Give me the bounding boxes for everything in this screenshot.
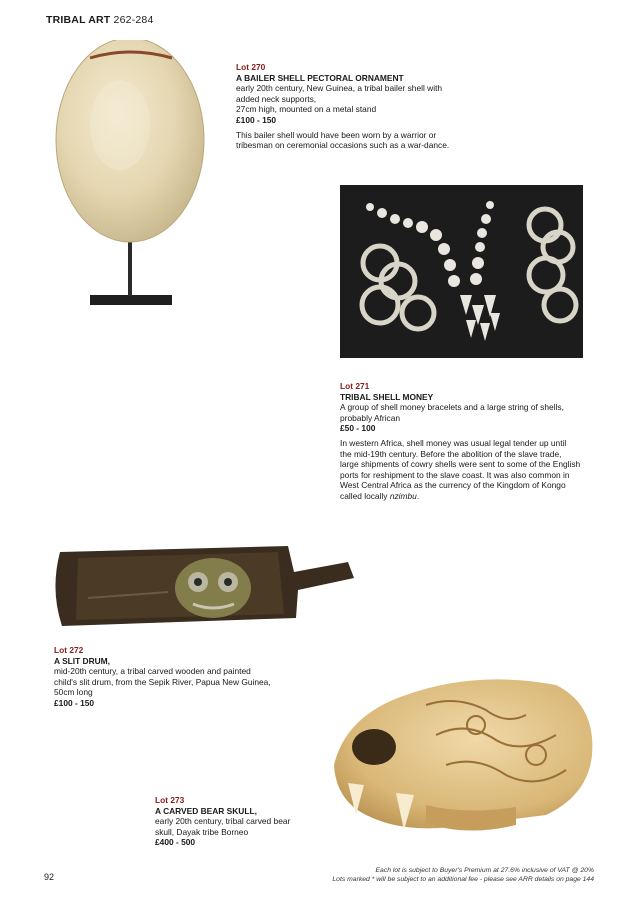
lot-271-description: [340, 381, 580, 502]
lot-note-line: In western Africa, shell money was usual legal tender up until: [340, 437, 567, 448]
lot-273-description: [155, 795, 290, 848]
bear-skull-photo: [326, 665, 598, 853]
lot-desc-line: 27cm high, mounted on a metal stand: [236, 104, 377, 115]
slit-drum-photo: [48, 538, 358, 630]
lot-note-line: This bailer shell would have been worn by a warrior or: [236, 129, 437, 140]
lot-note: [236, 130, 449, 151]
lot-number: Lot 271: [340, 381, 370, 391]
page-number: 92: [44, 872, 55, 882]
lot-desc-line: skull, Dayak tribe Borneo: [155, 826, 249, 837]
lot-title: A CARVED BEAR SKULL,: [155, 805, 257, 816]
lot-note-text: .: [416, 490, 420, 501]
lot-desc-line: mid-20th century, a tribal carved wooden and painted: [54, 666, 251, 677]
lot-note-line-last: [340, 491, 580, 502]
lot-desc-line: 50cm long: [54, 687, 93, 698]
lot-note-line: large shipments of cowry shells were sent to some of the English: [340, 459, 581, 470]
lot-note-text: called locally: [340, 490, 390, 501]
section-title: TRIBAL ART: [46, 14, 111, 26]
lot-estimate: £50 - 100: [340, 423, 376, 434]
shell-money-photo: [340, 185, 583, 358]
lot-title: TRIBAL SHELL MONEY: [340, 391, 434, 402]
lot-desc-line: added neck supports,: [236, 93, 317, 104]
lot-note-line: ports for reshipment to the slave coast. It was also common in: [340, 469, 570, 480]
buyers-premium-note: Each lot is subject to Buyer's Premium at 27.6% inclusive of VAT @ 20%: [375, 867, 594, 874]
lot-estimate: £100 - 150: [54, 697, 95, 708]
lot-note-line: the mid-19th century. Before the abolition of the slave trade,: [340, 448, 562, 459]
lot-desc-line: probably African: [340, 412, 401, 423]
lot-estimate: £400 - 500: [155, 837, 196, 848]
lot-note: [340, 438, 580, 502]
lot-number: Lot 272: [54, 645, 84, 655]
lot-desc-line: early 20th century, tribal carved bear: [155, 816, 291, 827]
bailer-shell-photo: [50, 40, 225, 308]
lot-270-description: [236, 62, 449, 151]
lot-range: 262-284: [113, 14, 154, 26]
lot-note-italic: nzimbu: [389, 490, 417, 501]
lot-estimate: £100 - 150: [236, 114, 277, 125]
footer-note: [332, 866, 594, 884]
lot-number: Lot 270: [236, 62, 266, 72]
lot-272-description: [54, 645, 271, 709]
lot-title: A SLIT DRUM,: [54, 655, 110, 666]
lot-number: Lot 273: [155, 795, 185, 805]
lot-desc-line: early 20th century, New Guinea, a tribal bailer shell with: [236, 83, 443, 94]
lot-desc-line: A group of shell money bracelets and a large string of shells,: [340, 402, 564, 413]
arr-note: Lots marked * will be subject to an additional fee - please see ARR details on page 144: [332, 876, 594, 883]
lot-desc-line: child's slit drum, from the Sepik River, Papua New Guinea,: [54, 676, 271, 687]
lot-note-line: West Central Africa as the currency of the Kingdom of Kongo: [340, 480, 566, 491]
lot-title: A BAILER SHELL PECTORAL ORNAMENT: [236, 72, 404, 83]
lot-note-line: tribesman on ceremonial occasions such as a war-dance.: [236, 140, 450, 151]
section-header: [46, 14, 153, 26]
